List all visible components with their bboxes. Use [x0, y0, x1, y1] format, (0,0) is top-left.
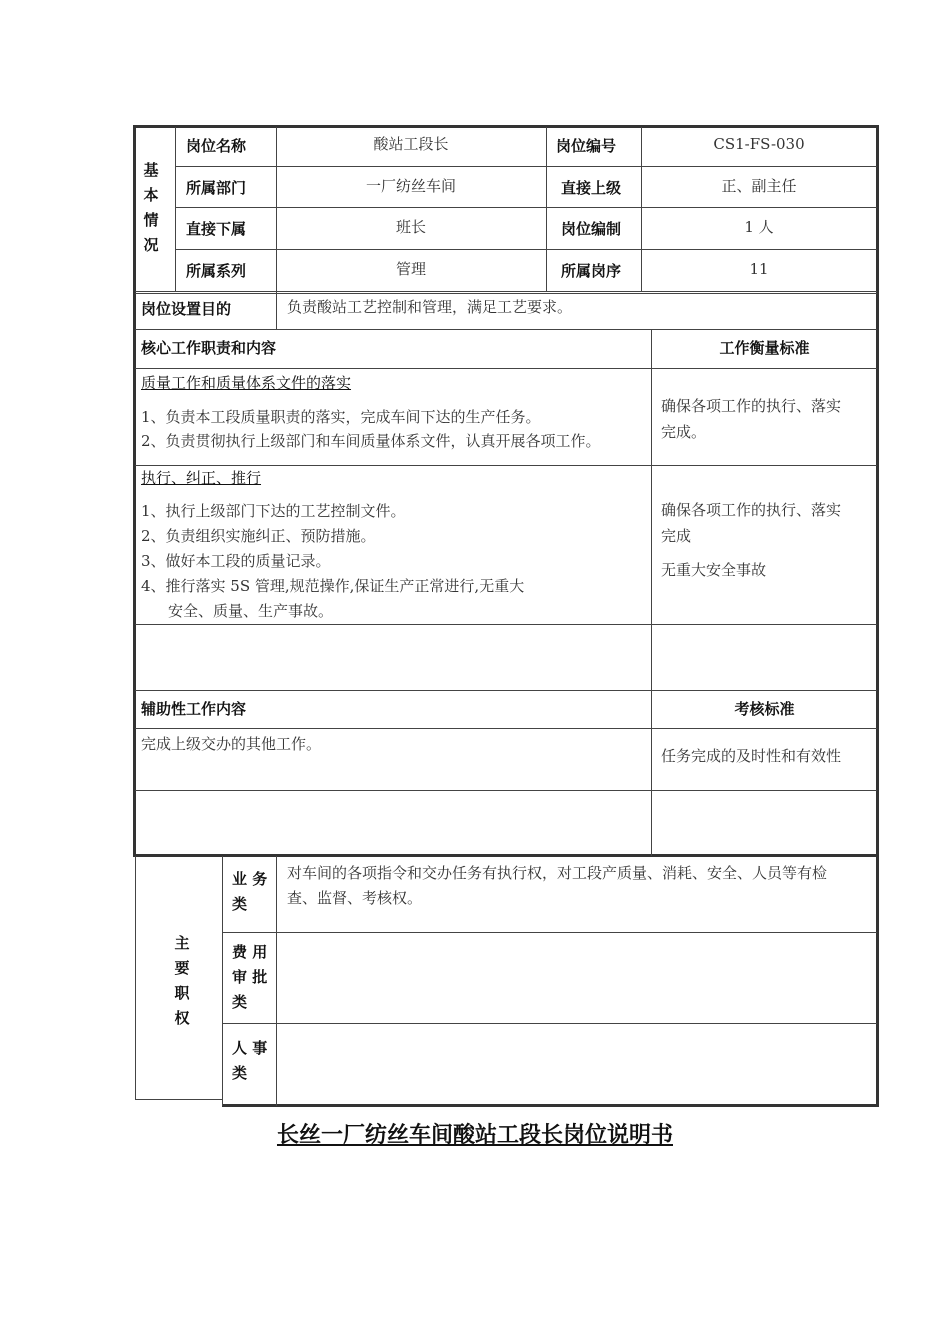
core-block-1-standard: [661, 393, 873, 445]
standard-line: 无重大安全事故: [661, 561, 767, 579]
standard-line: 完成。: [661, 423, 707, 441]
label-direct-subordinate: 直接下属: [186, 220, 247, 238]
core-standard-header: 工作衡量标准: [719, 339, 810, 357]
auxiliary-text: 完成上级交办的其他工作。: [141, 735, 322, 753]
core-block-1-items: [141, 405, 651, 453]
value-position-name: 酸站工段长: [373, 135, 449, 153]
label-series: 所属系列: [186, 262, 247, 280]
label-position-code: 岗位编号: [556, 137, 617, 155]
purpose-text: 负责酸站工艺控制和管理，满足工艺要求。: [287, 298, 573, 316]
core-header: 核心工作职责和内容: [141, 339, 277, 357]
authority-section-label: 主 要 职 权: [174, 934, 190, 1027]
list-item: 1、执行上级部门下达的工艺控制文件。: [141, 502, 406, 520]
authority-category-personnel: 人 事 类: [232, 1039, 268, 1082]
list-item: 2、负责组织实施纠正、预防措施。: [141, 527, 376, 545]
auxiliary-standard-header: 考核标准: [734, 700, 795, 718]
label-department: 所属部门: [186, 179, 247, 197]
document-title: 长丝一厂纺丝车间酸站工段长岗位说明书: [276, 1123, 673, 1148]
value-direct-superior: 正、副主任: [721, 177, 797, 195]
value-department: 一厂纺丝车间: [365, 177, 456, 195]
standard-line: 确保各项工作的执行、落实: [661, 397, 842, 415]
value-position-code: CS1-FS-030: [713, 135, 805, 153]
core-block-1-title: 质量工作和质量体系文件的落实: [141, 374, 352, 392]
core-block-2-standard: [661, 497, 873, 583]
list-item: 安全、质量、生产事故。: [168, 602, 334, 620]
list-item: 2、负责贯彻执行上级部门和车间质量体系文件，认真开展各项工作。: [141, 432, 601, 450]
authority-business-text: 对车间的各项指令和交办任务有执行权，对工段产质量、消耗、安全、人员等有检 查、监督、考核权。: [287, 864, 828, 907]
value-rank: 11: [749, 260, 769, 278]
authority-category-business: 业 务 类: [232, 870, 268, 913]
value-series: 管理: [395, 260, 426, 278]
standard-line: 完成: [661, 527, 692, 545]
label-rank: 所属岗序: [561, 262, 622, 280]
label-direct-superior: 直接上级: [561, 179, 622, 197]
standard-line: 确保各项工作的执行、落实: [661, 501, 842, 519]
core-block-2-title: 执行、纠正、推行: [141, 469, 262, 487]
label-position-name: 岗位名称: [186, 137, 247, 155]
list-item: 3、做好本工段的质量记录。: [141, 552, 331, 570]
value-direct-subordinate: 班长: [395, 218, 426, 236]
value-headcount: 1 人: [744, 218, 774, 236]
list-item: 4、推行落实 5S 管理,规范操作,保证生产正常进行,无重大: [141, 577, 525, 595]
core-block-2-items: [141, 499, 651, 624]
label-purpose: 岗位设置目的: [141, 300, 232, 318]
auxiliary-standard: 任务完成的及时性和有效性: [661, 747, 842, 765]
label-headcount: 岗位编制: [561, 220, 622, 238]
basic-section-label: 基 本 情 况: [143, 161, 159, 254]
authority-category-expense: 费 用 审 批 类: [232, 943, 268, 1011]
list-item: 1、负责本工段质量职责的落实，完成车间下达的生产任务。: [141, 408, 541, 426]
auxiliary-header: 辅助性工作内容: [141, 700, 247, 718]
